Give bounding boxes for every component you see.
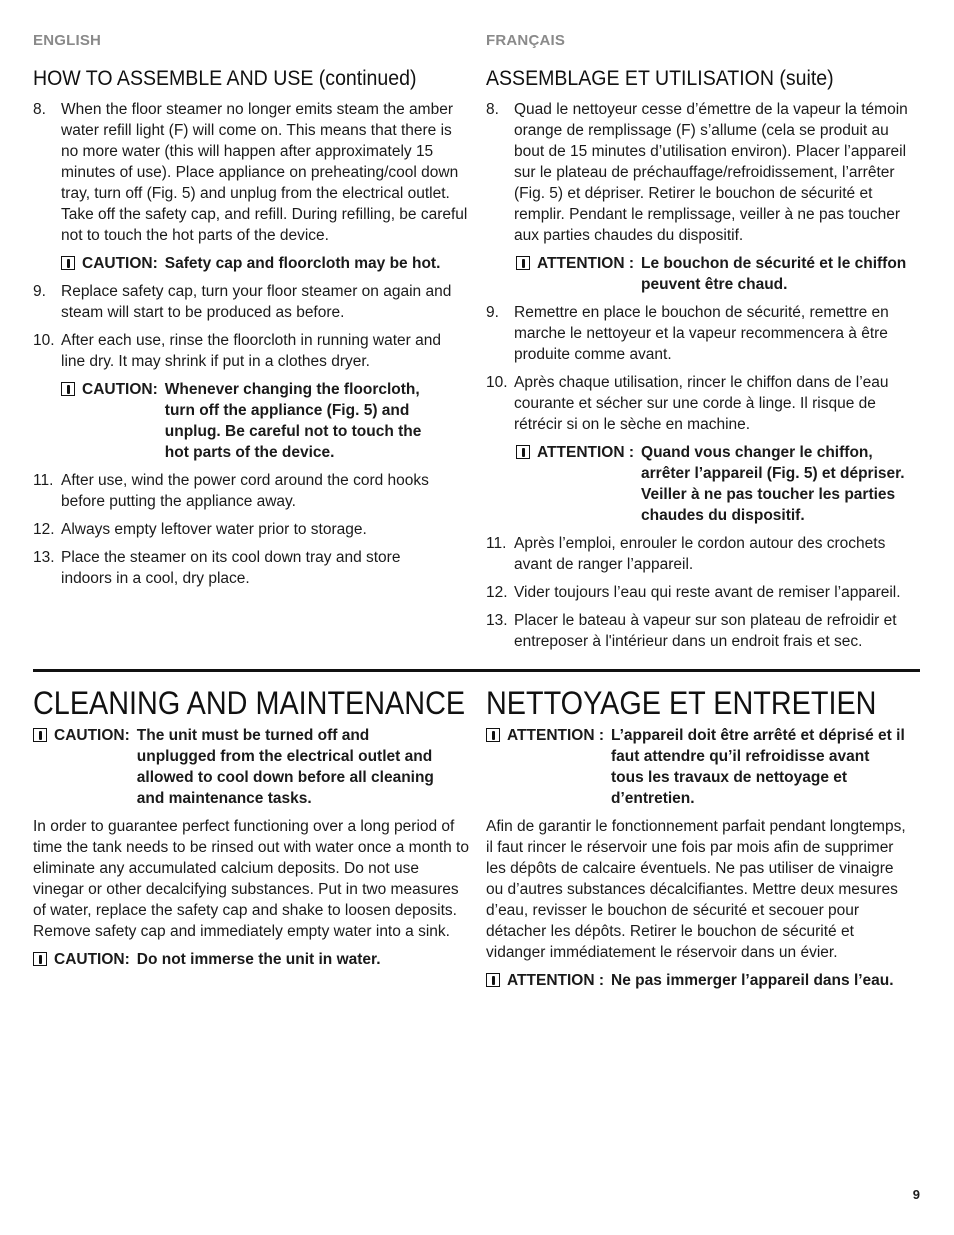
- list-item: 8. When the floor steamer no longer emits steam the amber water refill light (F) will come on. This means that there is no more water (this will happen after approximately 15 minutes of use). Place appliance on preheating/cool down tray, turn off (Fig. 5) and unplug from the electrical outlet. Take off the safety cap, and refill. During refilling, be careful not to touch the hot parts of the device.: [33, 101, 468, 244]
- english-cleaning-title: CLEANING AND MAINTENANCE: [33, 685, 466, 721]
- english-cleaning-section: [33, 725, 469, 977]
- list-item: 9. Replace safety cap, turn your floor steamer on again and steam will start to be produced as before.: [33, 283, 452, 321]
- french-cleaning-title: NETTOYAGE ET ENTRETIEN: [486, 685, 877, 721]
- french-cleaning-paragraph: Afin de garantir le fonctionnement parfait pendant longtemps, il faut rincer le réservoir une fois par mois afin de supprimer les dépôts de calcaire éventuels. Ne pas utiliser de vinaigre ou d’autres substances décalcifiantes. Mettre deux mesures d’eau, revisser le bouchon de sécurité et secouer pour détacher les dépôts. Retirer le bouchon de sécurité et vidanger immédiatement le réservoir dans un évier.: [486, 818, 906, 961]
- caution-exclamation-icon: [486, 728, 500, 742]
- list-item: 13. Placer le bateau à vapeur sur son plateau de refroidir et entreposer à l'intérieur dans un endroit frais et sec.: [486, 612, 897, 650]
- french-cleaning-section: [486, 725, 906, 998]
- list-item: 8. Quad le nettoyeur cesse d’émettre de la vapeur la témoin orange de remplissage (F) s’allume (cela se produit au bout de 15 minutes d’utilisation environ). Placer l’appareil sur le plateau de préchauffage/refroidissement, l’arrêter (Fig. 5) et dépriser. Retirer le bouchon de sécurité et remplir. Pendant le remplissage, veiller à ne pas toucher aux parties chaudes du dispositif.: [486, 101, 908, 244]
- english-cleaning-caution-unplug: CAUTION: The unit must be turned off and unplugged from the electrical outlet and allowed to cool down before all cleaning and maintenance tasks.: [33, 725, 443, 809]
- english-section-title: HOW TO ASSEMBLE AND USE (continued): [33, 67, 417, 90]
- list-item: 11. After use, wind the power cord around the cord hooks before putting the appliance away.: [33, 472, 429, 510]
- english-cleaning-paragraph: In order to guarantee perfect functioning over a long period of time the tank needs to be rinsed out with water once a month to eliminate any accumulated calcium deposits. Do not use vinegar or other decalcifying substances. Put in two measures of water, replace the safety cap and shake to loosen deposits. Remove safety cap and immediately empty water into a sink.: [33, 818, 469, 940]
- french-cleaning-caution-immerse: ATTENTION : Ne pas immerger l’appareil dans l’eau.: [486, 970, 906, 991]
- caution-exclamation-icon: [516, 445, 530, 459]
- english-lang-label: ENGLISH: [33, 32, 102, 49]
- section-divider: [33, 669, 920, 672]
- french-section-title: ASSEMBLAGE ET UTILISATION (suite): [486, 67, 834, 90]
- french-lang-label: FRANÇAIS: [486, 32, 566, 49]
- caution-exclamation-icon: [516, 256, 530, 270]
- list-item: 10. Après chaque utilisation, rincer le chiffon dans de l’eau courante et sécher sur une corde à linge. Il risque de rétrécir si on le sèche en machine.: [486, 374, 889, 433]
- english-cleaning-caution-immerse: CAUTION: Do not immerse the unit in water.: [33, 949, 469, 970]
- list-item: 12. Vider toujours l’eau qui reste avant de remiser l’appareil.: [486, 584, 901, 601]
- caution-exclamation-icon: [486, 973, 500, 987]
- caution-exclamation-icon: [61, 382, 75, 396]
- list-item: 12. Always empty leftover water prior to storage.: [33, 521, 367, 538]
- caution-exclamation-icon: [61, 256, 75, 270]
- french-assemble-list: [486, 99, 922, 659]
- english-caution-hot: CAUTION: Safety cap and floorcloth may be hot.: [61, 253, 469, 274]
- english-assemble-list: [33, 99, 469, 596]
- french-caution-floorcloth: ATTENTION : Quand vous changer le chiffon, arrêter l’appareil (Fig. 5) et dépriser. Veiller à ne pas toucher les parties chaudes du dispositif.: [516, 442, 916, 526]
- french-caution-hot: ATTENTION : Le bouchon de sécurité et le chiffon peuvent être chaud.: [516, 253, 916, 295]
- caution-exclamation-icon: [33, 952, 47, 966]
- caution-exclamation-icon: [33, 728, 47, 742]
- list-item: 11. Après l’emploi, enrouler le cordon autour des crochets avant de ranger l’appareil.: [486, 535, 886, 573]
- list-item: 9. Remettre en place le bouchon de sécurité, remettre en marche le nettoyeur et la vapeur recommencera à être produite comme avant.: [486, 304, 889, 363]
- list-item: 10. After each use, rinse the floorcloth in running water and line dry. It may shrink if put in a clothes dryer.: [33, 332, 441, 370]
- list-item: 13. Place the steamer on its cool down tray and store indoors in a cool, dry place.: [33, 549, 401, 587]
- page-number: 9: [912, 1187, 920, 1202]
- french-cleaning-caution-unplug: ATTENTION : L’appareil doit être arrêté et déprisé et il faut attendre qu’il refroidisse avant tous les travaux de nettoyage et d’entretien.: [486, 725, 906, 809]
- english-caution-floorcloth: CAUTION: Whenever changing the floorcloth, turn off the appliance (Fig. 5) and unplug. Be careful not to touch the hot parts of the device.: [61, 379, 441, 463]
